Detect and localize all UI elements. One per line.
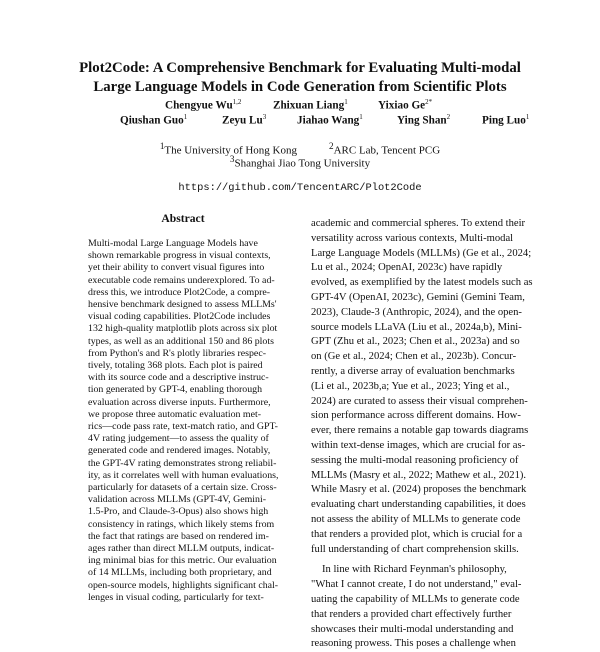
text-line: types, as well as an additional 150 and 86 plots [88, 335, 274, 347]
text-line: 132 high-quality matplotlib plots across six plot [88, 323, 278, 335]
text-line: MLLMs (Masry et al., 2022; Mathew et al., 2021). [311, 469, 527, 481]
text-line: ages rather than direct MLLM outputs, indicat- [88, 543, 275, 555]
text-line: showcases their multi-modal understanding and [311, 623, 514, 635]
text-line: evolved, as exemplified by the latest models such as [311, 277, 533, 289]
text-line: shown remarkable progress in visual contexts, [88, 250, 271, 262]
text-line: tion generated by GPT-4, enabling thorough [88, 384, 263, 396]
text-line: Large Language Models (MLLMs) (Ge et al., 2024; [311, 247, 532, 259]
github-link[interactable]: https://github.com/TencentARC/Plot2Code [178, 182, 422, 194]
text-line: ity, as it correlates well with human evaluations, [88, 469, 279, 481]
text-line: open-source models, highlights significant chal- [88, 579, 279, 591]
text-line: that renders a provided plot, which is crucial for a [311, 528, 523, 540]
author: Yixiao $Ge^{2*}$ [378, 98, 433, 112]
text-line: from Python's and R's plotly libraries respec- [88, 347, 266, 359]
author: Jiahao Wang$^1$ [297, 113, 363, 127]
text-line: evaluation across diverse inputs. Furthermore, [88, 396, 271, 408]
text-line: academic and commercial spheres. To extend their [311, 218, 526, 229]
text-line: 2024) are curated to assess their visual comprehen- [311, 395, 528, 407]
text-line: reasoning prowess. This poses a challenge when [311, 638, 516, 650]
author: Zhixuan Liang$^1$ [273, 98, 348, 112]
text-line: consistency in ratings, which likely stems from [88, 518, 275, 530]
text-line: uating the capability of MLLMs to generate code [311, 593, 520, 605]
text-line: 1.5-Pro, and Claude-3-Opus) also shows high [88, 506, 269, 518]
author: Qiushan Guo$^1$ [120, 113, 188, 127]
affiliations-line-1: $^1$The University of Hong Kong $^2$ARC Lab, Tencent PCG [159, 141, 441, 157]
text-line: visual coding capabilities. Plot2Code includes [88, 311, 271, 323]
text-line: we propose three automatic evaluation met- [88, 408, 262, 420]
text-line: Lu et al., 2024; OpenAI, 2023c) have rapidly [311, 262, 503, 274]
affiliation-tencent: ARC Lab, Tencent PCG [333, 144, 441, 157]
author: Ping Luo$^1$ [482, 113, 530, 127]
text-line: validation across MLLMs (GPT-4V, Gemini- [88, 494, 267, 506]
text-line: dress this, we introduce Plot2Code, a compre- [88, 286, 271, 298]
text-line: (Li et al., 2023b,a; Yue et al., 2023; Ying et al., [311, 380, 510, 392]
intro-column [311, 217, 531, 652]
text-line: executable code remains underexplored. To ad- [88, 274, 275, 286]
paper-title-line-1: Plot2Code: A Comprehensive Benchmark for Evaluating Multi-modal [79, 60, 521, 76]
author: Zeyu Lu$^3$ [222, 113, 267, 127]
text-line: the fact that ratings are based on rendered im- [88, 530, 269, 542]
text-line: lenges in visual coding, particularly for text- [88, 591, 264, 603]
text-line: that renders a provided chart effectively further [311, 608, 512, 620]
text-line: ing minimal bias for this metric. Our evaluation [88, 555, 277, 567]
intro-paragraph-1 [311, 217, 531, 557]
abstract-heading: Abstract [161, 212, 205, 225]
text-line: rently, a diverse array of evaluation benchmarks [311, 365, 515, 377]
text-line: on (Ge et al., 2024; Chen et al., 2023b). Concur- [311, 351, 517, 363]
abstract-body [88, 238, 283, 604]
text-line: sessing the multi-modal reasoning proficiency of [311, 454, 519, 466]
text-line: ever, there remains a notable gap towards diagrams [311, 425, 529, 437]
paper-title-line-2: Large Language Models in Code Generation from Scientific Plots [93, 79, 507, 95]
text-line: yet their ability to convert visual figures into [88, 262, 265, 274]
text-line: While Masry et al. (2024) proposes the benchmark [311, 484, 527, 496]
text-line: 4V rating judgement—to assess the quality of [88, 433, 269, 445]
text-line: versatility across various contexts, Multi-modal [311, 232, 514, 244]
text-line: Multi-modal Large Language Models have [88, 238, 258, 249]
affiliations-line-2: $^3$Shanghai Jiao Tong University [229, 154, 371, 170]
text-line: source models LLaVA (Liu et al., 2024a,b), Mini- [311, 321, 522, 333]
author: Chengyue Wu$^{1,2}$ [165, 98, 242, 112]
text-line: generated code and rendered images. Notably, [88, 445, 271, 457]
text-line: tively, totaling 368 plots. Each plot is paired [88, 360, 263, 372]
intro-paragraph-2 [311, 563, 531, 652]
affiliation-sjtu: Shanghai Jiao Tong University [234, 157, 371, 170]
text-line: In line with Richard Feynman's philosophy, [322, 564, 507, 576]
affiliation-hku: The University of Hong Kong [164, 144, 297, 157]
author: Ying Shan$^2$ [397, 113, 451, 127]
text-line: 2023), Claude-3 (Anthropic, 2024), and the open- [311, 306, 522, 318]
text-line: hensive benchmark designed to assess MLLMs' [88, 299, 277, 311]
text-line: rics—code pass rate, text-match ratio, and GPT- [88, 421, 278, 433]
text-line: particularly for datasets of a certain size. Cross- [88, 482, 277, 494]
text-line: within text-dense images, which are crucial for as- [311, 439, 526, 451]
text-line: with its source code and a descriptive instruc- [88, 372, 269, 384]
text-line: full understanding of chart comprehension skills. [311, 543, 519, 555]
text-line: GPT (Zhu et al., 2023; Chen et al., 2023a) and so [311, 336, 520, 348]
paper-title [40, 59, 560, 97]
text-line: sion performance across different domains. How- [311, 410, 521, 422]
text-line: the GPT-4V rating demonstrates strong reliabil- [88, 457, 277, 469]
text-line: evaluating chart understanding capabilities, it does [311, 499, 526, 511]
text-line: "What I cannot create, I do not understand," eval- [311, 579, 522, 591]
text-line: not assess the ability of MLLMs to generate code [311, 513, 521, 525]
text-line: GPT-4V (OpenAI, 2023c), Gemini (Gemini Team, [311, 291, 525, 303]
text-line: of 14 MLLMs, including both proprietary, and [88, 567, 272, 579]
